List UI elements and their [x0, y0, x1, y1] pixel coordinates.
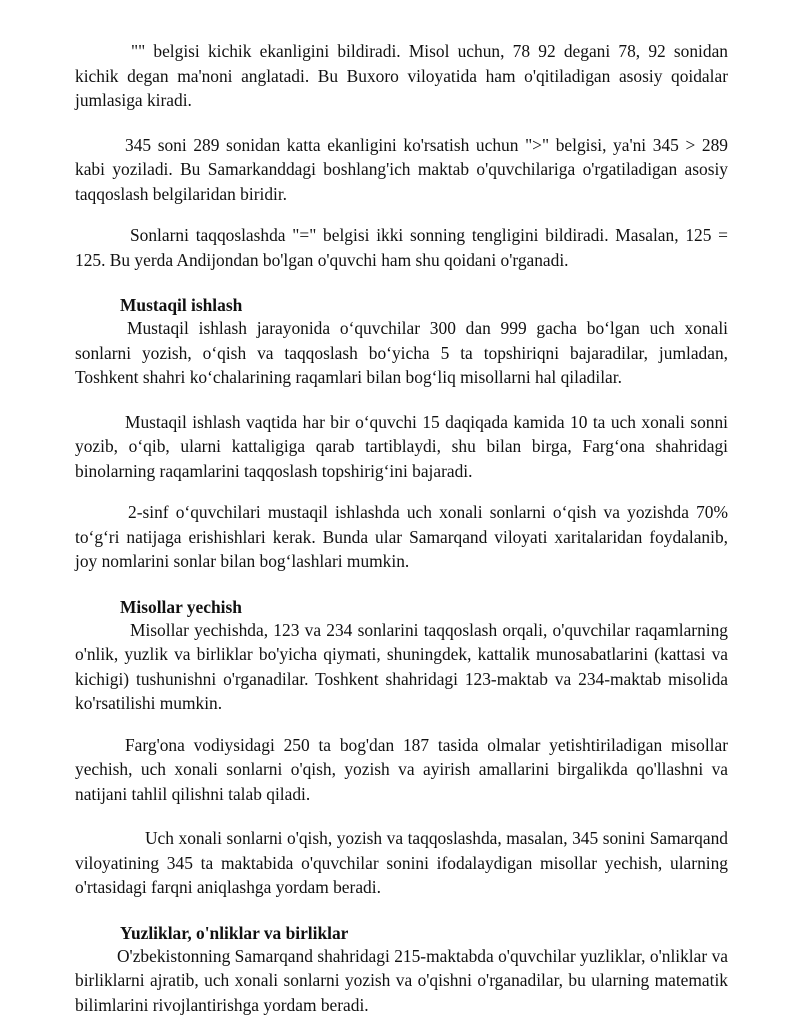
- heading-yuzliklar: Yuzliklar, o'nliklar va birliklar: [120, 922, 349, 943]
- paragraph-misollar-2: Farg'ona vodiysidagi 250 ta bog'dan 187 tasida olmalar yetishtiriladigan misollar yechish, uch xonali sonlarni o'qish, yozish va ayirish amallarini birgalikda qo'llashni va natijani tahlil qilishni talab qiladi.: [75, 734, 728, 804]
- paragraph-yuzliklar-1: O'zbekistonning Samarqand shahridagi 215-maktabda o'quvchilar yuzliklar, o'nliklar va birliklarni ajratib, uch xonali sonlarni yozish va o'qishni o'rganadilar, bu ularning matematik bilimlarini rivojlantirishga yordam beradi.: [75, 945, 728, 1015]
- paragraph-mustaqil-2: Mustaqil ishlash vaqtida har bir o‘quvchi 15 daqiqada kamida 10 ta uch xonali sonni yozib, o‘qib, ularni kattaligiga qarab tartiblaydi, shu bilan birga, Farg‘ona shahridagi binolarning raqamlarini taqqoslash topshirig‘ini bajaradi.: [75, 411, 728, 481]
- heading-misollar-yechish: Misollar yechish: [120, 596, 242, 617]
- paragraph-misollar-3: Uch xonali sonlarni o'qish, yozish va taqqoslashda, masalan, 345 sonini Samarqand viloyatining 345 ta maktabida o'quvchilar sonini ifodalaydigan misollar yechish, ularning o'rtasidagi farqni aniqlashga yordam beradi.: [75, 828, 728, 897]
- paragraph-misollar-1: Misollar yechishda, 123 va 234 sonlarini taqqoslash orqali, o'quvchilar raqamlarning o'nlik, yuzlik va birliklar bo'yicha qiymati, shuningdek, kattalik munosabatlarini (kattasi va kichigi) tushunishni o'rganadilar. Toshkent shahridagi 123-maktab va 234-maktab misolida ko'rsatilishi mumkin.: [75, 619, 728, 713]
- paragraph-greater-than-sign: 345 soni 289 sonidan katta ekanligini ko'rsatish uchun ">" belgisi, ya'ni 345 > 289 kabi yoziladi. Bu Samarkanddagi boshlang'ich maktab o'quvchilariga o'rgatiladigan asosiy taqqoslash belgilaridan biridir.: [75, 134, 728, 204]
- paragraph-mustaqil-3: 2-sinf o‘quvchilari mustaqil ishlashda uch xonali sonlarni o‘qish va yozishda 70% to‘g‘ri natijaga erishishlari kerak. Bunda ular Samarqand viloyati xaritalaridan foydalanib, joy nomlarini sonlar bilan bog‘lashlari mumkin.: [75, 502, 728, 571]
- paragraph-less-than-sign: "" belgisi kichik ekanligini bildiradi. Misol uchun, 78 92 degani 78, 92 sonidan kichik degan ma'noni anglatadi. Bu Buxoro viloyatida ham o'qitiladigan asosiy qoidalar jumlasiga kiradi.: [75, 41, 728, 110]
- paragraph-equal-sign: Sonlarni taqqoslashda "=" belgisi ikki sonning tengligini bildiradi. Masalan, 125 = 125. Bu yerda Andijondan bo'lgan o'quvchi ham shu qoidani o'rganadi.: [75, 225, 728, 270]
- paragraph-mustaqil-1: Mustaqil ishlash jarayonida o‘quvchilar 300 dan 999 gacha bo‘lgan uch xonali sonlarni yozish, o‘qish va taqqoslash bo‘yicha 5 ta topshiriqni bajaradilar, jumladan, Toshkent shahri ko‘chalarining raqamlari bilan bog‘liq misollarni hal qiladilar.: [75, 318, 728, 387]
- heading-mustaqil-ishlash: Mustaqil ishlash: [120, 295, 243, 315]
